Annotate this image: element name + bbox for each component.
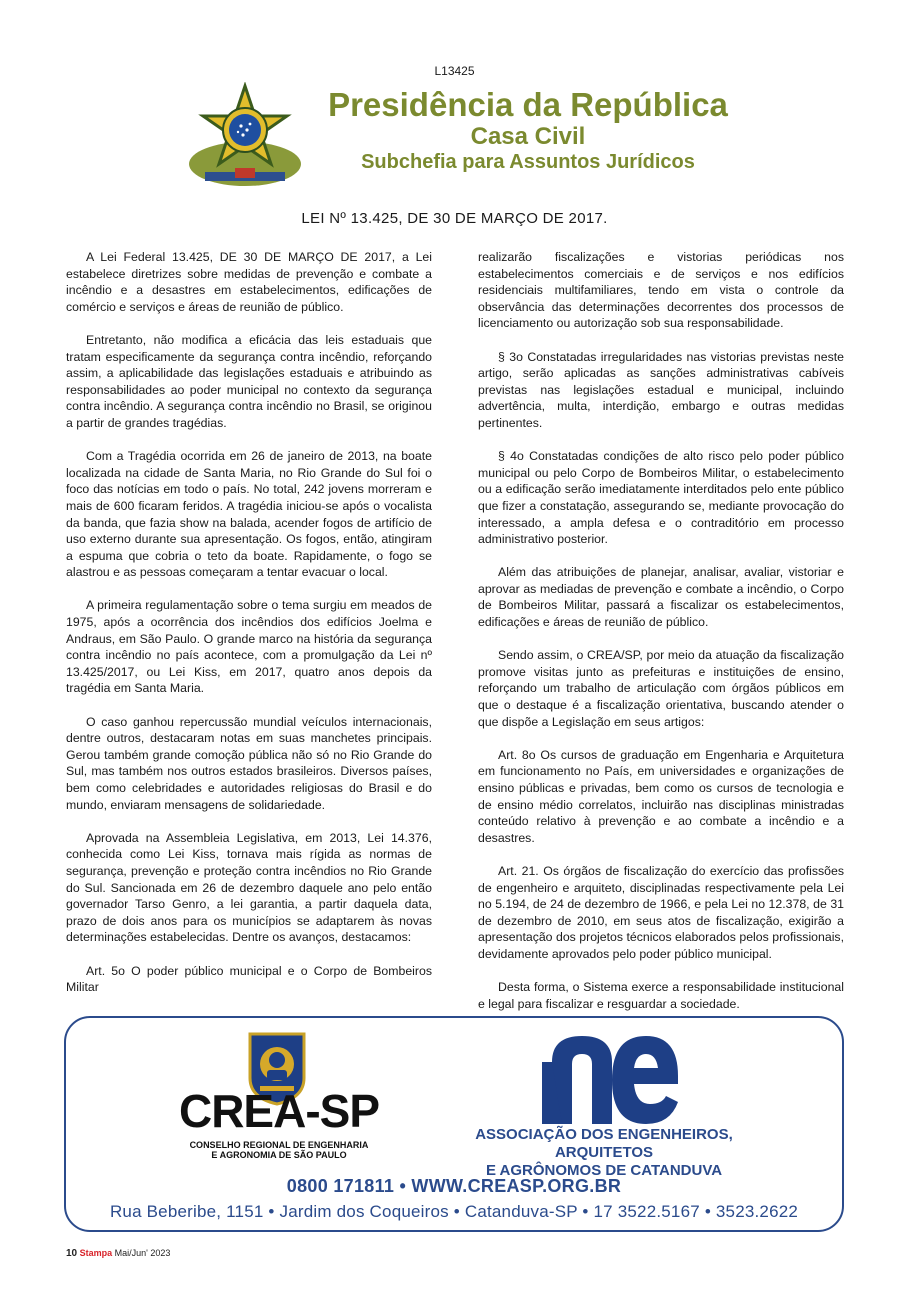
crea-subtitle-line: E AGRONOMIA DE SÃO PAULO: [211, 1150, 347, 1160]
crea-subtitle: [164, 1140, 394, 1160]
paragraph: § 3o Constatadas irregularidades nas vistorias previstas neste artigo, serão aplicadas as sanções administrativas cabíveis previstas nas legislações estadual e municipal, incluindo advertência, multa, interdição, embargo e outras medidas pertinentes.: [478, 349, 844, 430]
paragraph: Desta forma, o Sistema exerce a responsabilidade institucional e legal para fiscalizar e resguardar a sociedade.: [478, 980, 844, 1011]
paragraph: Art. 21. Os órgãos de fiscalização do exercício das profissões de engenheiro e arquiteto, disciplinadas respectivamente pela Lei no 5.194, de 24 de dezembro de 1966, e pela Lei no 12.378, de 31 de dezembro de 2010, em seus atos de fiscalização, exigirão a apresentação dos projetos técnicos elaborados pelos profissionais, devidamente aprovados pelo poder público municipal.: [478, 863, 844, 961]
paragraph: Aprovada na Assembleia Legislativa, em 2013, Lei 14.376, conhecida como Lei Kiss, tornava mais rígida as normas de segurança, prevenção e proteção contra incêndios no Rio Grande do Sul. Sancionada em 26 de dezembro daquele ano pelo então governador Tarso Genro, a lei garantia, a partir daquela data, prazo de dois anos para os municípios se adaptarem às novas determinações estabelecidas. Dentre os avanços, destacamos:: [66, 830, 432, 945]
address-line: Rua Beberibe, 1151 • Jardim dos Coqueiros • Catanduva-SP • 17 3522.5167 • 3523.2622: [109, 1202, 799, 1221]
government-header: [318, 87, 738, 174]
subchefia-title: Subchefia para Assuntos Jurídicos: [361, 151, 695, 173]
paragraph: Com a Tragédia ocorrida em 26 de janeiro de 2013, na boate localizada na cidade de Santa Maria, no Rio Grande do Sul foi o foco das notícias em todo o país. No total, 242 jovens morreram e mais de 600 ficaram feridos. A tragédia iniciou-se após o vocalista da banda, que fazia show na balada, acender fogos de artifício de uso externo durante sua apresentação. Os fogos, então, atingiram a espuma que cobria o teto da boate. Rapidamente, o fogo se alastrou e as pessoas começaram a tentar evacuar o local.: [66, 449, 432, 580]
page-number: 10: [66, 1248, 78, 1259]
magazine-name: Stampa: [79, 1248, 113, 1258]
coat-of-arms-icon: [185, 82, 305, 194]
paragraph: Art. 8o Os cursos de graduação em Engenharia e Arquitetura em funcionamento no País, em universidades e organizações de ensino públicas e privadas, bem como os cursos de tecnologia e de ensino médio correlatos, incluirão nas disciplinas ministradas conteúdo relativo à prevenção e ao combate a incêndio e a desastres.: [478, 747, 844, 845]
document-code: L13425: [434, 64, 475, 78]
advertisement-box: [64, 1016, 844, 1232]
right-column: [478, 249, 844, 1029]
crea-subtitle-line: CONSELHO REGIONAL DE ENGENHARIA: [189, 1140, 369, 1150]
left-column: [66, 249, 432, 1012]
association-name-line: E AGRÔNOMOS DE CATANDUVA: [485, 1162, 723, 1179]
association-name-line: ASSOCIAÇÃO DOS ENGENHEIROS, ARQUITETOS: [475, 1126, 733, 1161]
law-title: LEI Nº 13.425, DE 30 DE MARÇO DE 2017.: [301, 210, 608, 227]
paragraph: O caso ganhou repercussão mundial veículos internacionais, dentre outros, destacaram notas em suas manchetes principais. Gerou também grande comoção pública não só no Rio Grande do Sul, mas também nos outros estados brasileiros. Diversos países, bem como celebridades e autoridades religiosas do Brasil e do mundo, enviaram mensagens de solidariedade.: [66, 714, 432, 812]
paragraph: Art. 5o O poder público municipal e o Corpo de Bombeiros Militar: [66, 963, 432, 995]
page-footer: [66, 1248, 170, 1259]
issue-date: Mai/Jun' 2023: [114, 1248, 171, 1258]
paragraph: A primeira regulamentação sobre o tema surgiu em meados de 1975, após a ocorrência dos incêndios dos edifícios Joelma e Andraus, em São Paulo. O grande marco na história da segurança contra incêndio no país acontece, com a promulgação da Lei nº 13.425/2017, ou Lei Kiss, em 2017, quatro anos depois da tragédia em Santa Maria.: [66, 598, 432, 696]
paragraph: A Lei Federal 13.425, DE 30 DE MARÇO DE 2017, a Lei estabelece diretrizes sobre medidas de prevenção e combate a incêndio e a desastres em estabelecimentos, edificações de comércio e serviços e áreas de reunião de público.: [66, 250, 432, 314]
paragraph: Sendo assim, o CREA/SP, por meio da atuação da fiscalização promove visitas junto as prefeituras e instituições de ensino, reforçando um trabalho de articulação com órgãos públicos em que o destaque é a fiscalização orientativa, buscando atender o que dispõe a Legislação em seus artigos:: [478, 648, 844, 729]
paragraph-continuation: realizarão fiscalizações e vistorias periódicas nos estabelecimentos comerciais e de serviços e nos edifícios residenciais multifamiliares, tendo em vista o controle da observância das determinações decorrentes dos processos de licenciamento ou autorização sob sua responsabilidade.: [478, 250, 844, 331]
paragraph: Além das atribuições de planejar, analisar, avaliar, vistoriar e aprovar as mediadas de prevenção e combate a incêndio, o Corpo de Bombeiros Militar, passará a fiscalizar os estabelecimentos, edificações e áreas de reunião de público.: [478, 565, 844, 630]
contact-line: 0800 171811 • WWW.CREASP.ORG.BR: [286, 1176, 622, 1196]
association-name: [444, 1126, 764, 1180]
crea-sp-logo-text: CREA-SP: [178, 1085, 380, 1137]
casa-civil-title: Casa Civil: [470, 123, 586, 150]
presidency-title: Presidência da República: [328, 86, 728, 123]
ae-association-logo-icon: [538, 1028, 682, 1128]
paragraph: Entretanto, não modifica a eficácia das leis estaduais que tratam especificamente da segurança contra incêndio, reforçando assim, a aplicabilidade das legislações estaduais e atribuindo as responsabilidades ao poder municipal no contexto da segurança contra incêndio. A segurança contra incêndio no Brasil, se originou a partir de grandes tragédias.: [66, 332, 432, 430]
paragraph: § 4o Constatadas condições de alto risco pelo poder público municipal ou pelo Corpo de Bombeiros Militar, o estabelecimento ou a edificação serão imediatamente interditados pelo ente público que fizer a constatação, assegurando se, mediante provocação do interessado, a ampla defesa e o contraditório em processo administrativo posterior.: [478, 449, 844, 547]
